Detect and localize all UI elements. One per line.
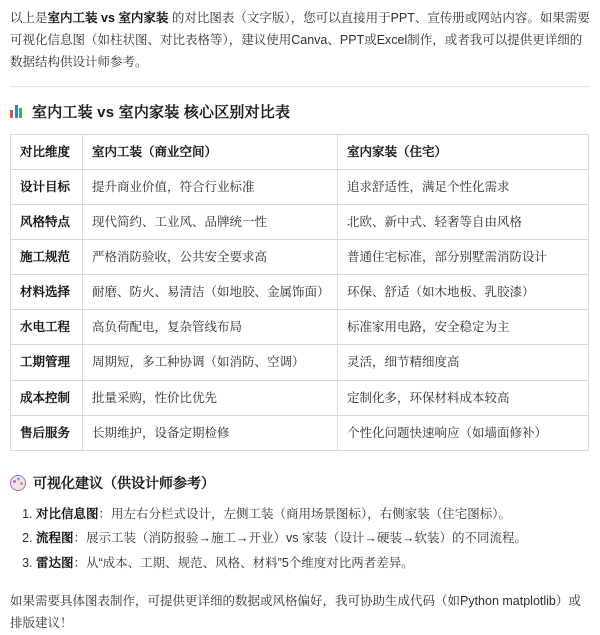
table-cell-jiazhuang: 灵活，细节精细度高 — [338, 345, 589, 380]
table-cell-gongzhuang: 提升商业价值，符合行业标准 — [83, 169, 338, 204]
table-cell-jiazhuang: 追求舒适性，满足个性化需求 — [338, 169, 589, 204]
table-header-cell: 对比维度 — [11, 134, 83, 169]
intro-text-before: 以上是 — [10, 11, 48, 25]
table-cell-dimension: 售后服务 — [11, 415, 83, 450]
table-cell-gongzhuang: 长期维护，设备定期检修 — [83, 415, 338, 450]
table-cell-jiazhuang: 个性化问题快速响应（如墙面修补） — [338, 415, 589, 450]
table-row — [11, 415, 589, 450]
advice-item-text: ：用左右分栏式设计，左侧工装（商用场景图标），右侧家装（住宅图标）。 — [98, 506, 512, 521]
list-item — [36, 551, 590, 575]
intro-paragraph — [10, 8, 590, 74]
table-cell-gongzhuang: 严格消防验收，公共安全要求高 — [83, 240, 338, 275]
bar-chart-icon — [10, 104, 25, 118]
table-cell-gongzhuang: 耐磨、防火、易清洁（如地胶、金属饰面） — [83, 275, 338, 310]
section-title: 室内工装 vs 室内家装 核心区别对比表 — [32, 103, 291, 121]
table-header-cell: 室内工装（商业空间） — [83, 134, 338, 169]
advice-item-label: 流程图 — [36, 531, 74, 546]
table-cell-jiazhuang: 环保、舒适（如木地板、乳胶漆） — [338, 275, 589, 310]
advice-item-text: ：展示工装（消防报验→施工→开业）vs 家装（设计→硬装→软装）的不同流程。 — [73, 531, 527, 546]
intro-text-mid: 的对比图表（文字版），您可以直接用于PPT、宣传册或网站内容。如果需要可视化信息图（如柱状图、对比表格等），建议使用Canva、PPT或Excel制作，或者我可以提供更详细的数据结构供设计师参考。 — [10, 11, 590, 69]
table-row — [11, 345, 589, 380]
advice-heading — [10, 473, 590, 493]
outro-paragraph: 如果需要具体图表制作，可提供更详细的数据或风格偏好，我可协助生成代码（如Python matplotlib）或排版建议！ — [10, 593, 581, 630]
table-cell-dimension: 工期管理 — [11, 345, 83, 380]
visualization-advice-section — [10, 473, 590, 575]
advice-item-text: ：从“成本、工期、规范、风格、材料”5个维度对比两者差异。 — [73, 555, 414, 570]
table-row — [11, 380, 589, 415]
table-cell-dimension: 成本控制 — [11, 380, 83, 415]
list-item — [36, 526, 590, 550]
table-cell-jiazhuang: 北欧、新中式、轻奢等自由风格 — [338, 204, 589, 239]
table-cell-gongzhuang: 高负荷配电，复杂管线布局 — [83, 310, 338, 345]
table-cell-jiazhuang: 普通住宅标准，部分别墅需消防设计 — [338, 240, 589, 275]
table-row — [11, 169, 589, 204]
palette-icon — [10, 475, 26, 491]
list-item — [36, 502, 590, 526]
advice-item-label: 对比信息图 — [36, 506, 99, 521]
advice-list — [10, 502, 590, 575]
intro-bold-term: 室内工装 vs 室内家装 — [47, 11, 169, 25]
table-cell-dimension: 风格特点 — [11, 204, 83, 239]
table-row — [11, 275, 589, 310]
table-header-cell: 室内家装（住宅） — [338, 134, 589, 169]
comparison-table — [10, 134, 589, 451]
table-cell-jiazhuang: 标准家用电路，安全稳定为主 — [338, 310, 589, 345]
table-cell-gongzhuang: 现代简约、工业风、品牌统一性 — [83, 204, 338, 239]
table-cell-dimension: 设计目标 — [11, 169, 83, 204]
section-divider — [10, 86, 590, 87]
table-cell-jiazhuang: 定制化多，环保材料成本较高 — [338, 380, 589, 415]
table-row — [11, 310, 589, 345]
table-cell-dimension: 水电工程 — [11, 310, 83, 345]
table-cell-dimension: 材料选择 — [11, 275, 83, 310]
advice-item-label: 雷达图 — [36, 555, 74, 570]
table-header-row — [11, 134, 589, 169]
table-row — [11, 240, 589, 275]
table-row — [11, 204, 589, 239]
table-cell-gongzhuang: 周期短，多工种协调（如消防、空调） — [83, 345, 338, 380]
table-cell-gongzhuang: 批量采购，性价比优先 — [83, 380, 338, 415]
advice-title: 可视化建议（供设计师参考） — [33, 474, 215, 491]
comparison-section-heading — [10, 101, 590, 122]
table-cell-dimension: 施工规范 — [11, 240, 83, 275]
